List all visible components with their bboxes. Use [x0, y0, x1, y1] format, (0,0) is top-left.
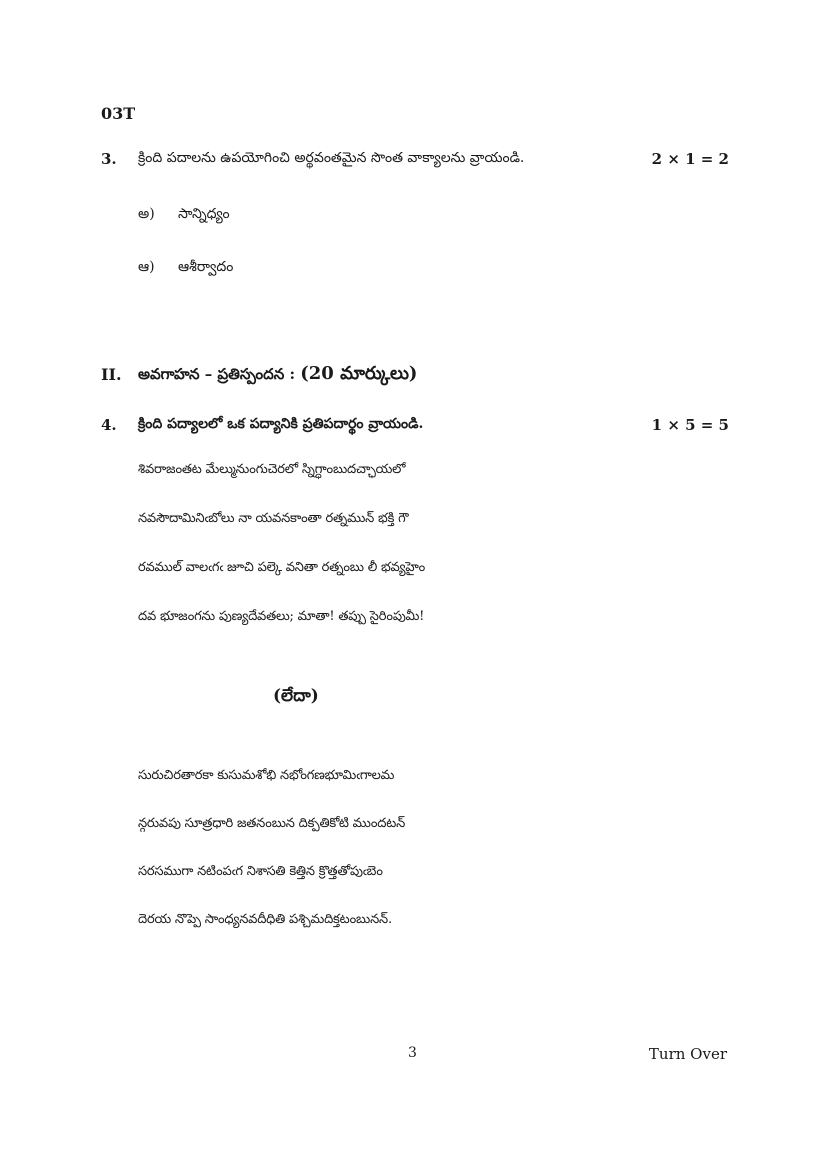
question-4-text: క్రింది పద్యాలలో ఒక పద్యానికి ప్రతిపదార్థం వ్రాయండి.: [138, 416, 424, 432]
option-b-label: ఆ): [138, 259, 155, 275]
paper-code: 03T: [101, 104, 136, 123]
or-separator: (లేదా): [273, 686, 319, 706]
poem-1-line-3: రవముల్ వాలఁగఁ జూచి పల్కె వనితా రత్నంబు లీ భవ్యహైం: [138, 560, 426, 575]
option-b-text: ఆశీర్వాదం: [178, 259, 234, 275]
poem-2-line-1: సురుచిరతారకా కుసుమశోభి నభోంగణభూమిఁగాలమ: [138, 768, 395, 783]
page-number: 3: [408, 1045, 417, 1061]
section-2-number: II.: [101, 365, 122, 384]
poem-1-line-1: శివరాజంతట మేల్మునుంగుచెరలో స్నిగ్ధాంబుదచ్ఛాయలో: [138, 462, 406, 477]
question-3-marks: 2 × 1 = 2: [651, 150, 729, 168]
section-2-marks: (20 మార్కులు): [300, 363, 418, 384]
section-2-title-text: అవగాహన – ప్రతిస్పందన :: [138, 365, 295, 383]
poem-2-line-4: దెరయ నొప్పె సాంధ్యనవదీధితి పశ్చిమదిక్తటంబునన్.: [138, 912, 392, 927]
poem-2-line-2: న్గరువపు సూత్రధారి జతనంబున దిక్పతికోటి ముందటన్: [138, 816, 406, 831]
question-3-text: క్రింది పదాలను ఉపయోగించి అర్థవంతమైన సొంత వాక్యాలను వ్రాయండి.: [138, 150, 525, 166]
poem-1-line-2: నవసౌదామినిఁబోలు నా యవనకాంతా రత్నమున్ భక్తి గౌ: [138, 511, 409, 526]
option-a-label: అ): [138, 206, 155, 222]
option-a-text: సాన్నిధ్యం: [178, 206, 230, 222]
turn-over-note: Turn Over: [648, 1045, 727, 1063]
poem-1-line-4: దవ భూజంగను పుణ్యదేవతలు; మాతా! తప్పు సైరింపుమీ!: [138, 609, 425, 624]
question-4-marks: 1 × 5 = 5: [651, 416, 729, 434]
question-3-number: 3.: [101, 150, 117, 168]
question-4-number: 4.: [101, 416, 117, 434]
poem-2-line-3: సరసముగా నటింపఁగ నిశాసతి కెత్తిన క్రొత్తతోపుఁబెం: [138, 864, 383, 879]
question-3-option-b: [138, 259, 233, 278]
question-3-option-a: [138, 206, 230, 225]
section-2-title: [138, 363, 417, 388]
